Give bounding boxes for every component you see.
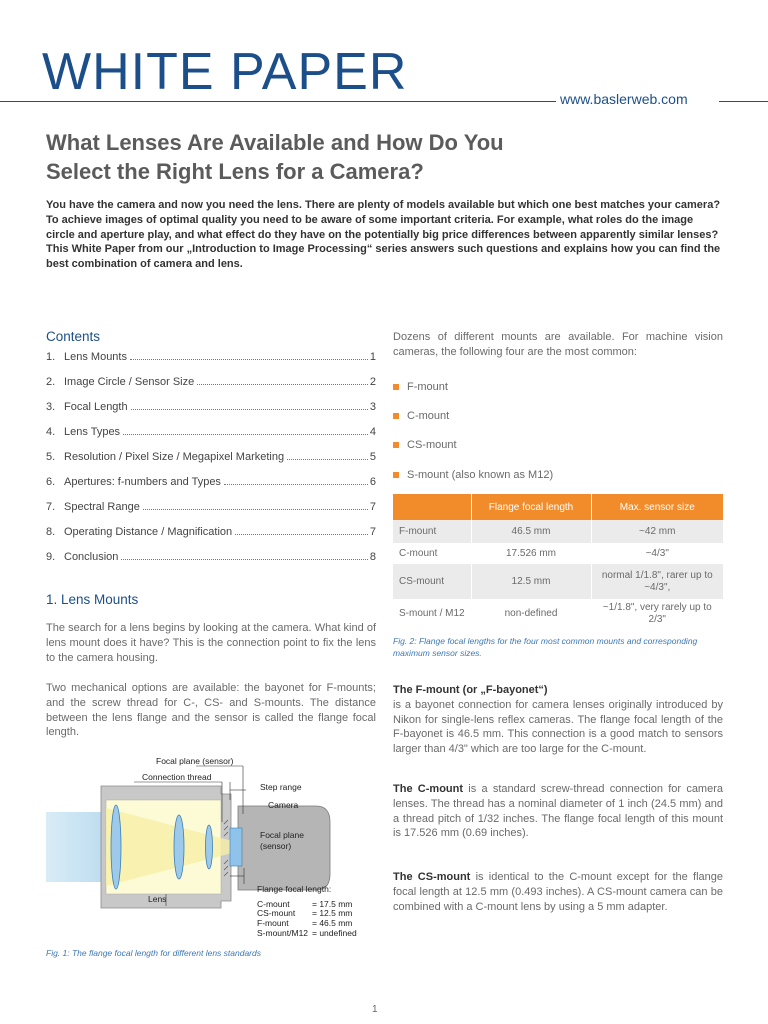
toc-label: Spectral Range (64, 501, 140, 513)
light-beam (46, 812, 106, 882)
toc-label: Apertures: f-numbers and Types (64, 476, 221, 488)
page-number: 1 (372, 1004, 378, 1015)
lens-element-3 (206, 825, 213, 869)
mount-type-list (393, 372, 553, 489)
toc-number: 5. (46, 451, 56, 463)
list-item (393, 431, 553, 460)
table-cell-flange: 46.5 mm (471, 520, 591, 543)
table-header: Flange focal length (471, 494, 591, 520)
toc-number: 8. (46, 526, 56, 538)
toc-leader (121, 559, 367, 560)
bullet-square-icon (393, 472, 399, 478)
toc-page: 4 (369, 426, 376, 438)
c-mount-paragraph (393, 782, 723, 841)
section1-paragraph-2: Two mechanical options are available: the bayonet for F-mounts; and the screw thread for C-, CS- and S-mounts. The distance between the lens flange and the sensor is called the flange focal length. (46, 682, 376, 739)
toc-item[interactable] (46, 376, 376, 401)
f-mount-text: is a bayonet connection for camera lenses originally introduced by Nikon for single-lens reflex cameras. The flange focal length of the F-bayonet is 46.5 mm. This connection is a good match to sensors larger than 4/3" which are too large for the C-mount. (393, 698, 723, 756)
toc-number: 1. (46, 351, 56, 363)
toc-item[interactable] (46, 401, 376, 426)
label-step-range: Step range (260, 782, 302, 792)
lens-element-2 (174, 815, 184, 879)
table-cell-mount: S-mount / M12 (393, 599, 471, 629)
intro-paragraph-1: You have the camera and now you need the lens. There are plenty of models available but which one best matches your camera? To achieve images of optimal quality you need to be aware of some important criteria. For example, what roles do the image circle and aperture play, and what effect do they have on the potentially big price differences between apparently similar lenses? (46, 199, 721, 241)
table-header-row (393, 494, 723, 520)
document-title-line-2: Select the Right Lens for a Camera? (46, 159, 424, 184)
toc-leader (287, 459, 368, 460)
f-mount-paragraph (393, 683, 723, 757)
label-focal-plane-sensor: Focal plane (sensor) (156, 756, 234, 766)
bullet-square-icon (393, 384, 399, 390)
toc-page: 7 (369, 501, 376, 513)
toc-item[interactable] (46, 551, 376, 576)
figure-1-caption: Fig. 1: The flange focal length for different lens standards (46, 948, 261, 958)
toc-number: 7. (46, 501, 56, 513)
c-mount-text: is a standard screw-thread connection for camera lenses. The thread has a nominal diameter of 1 inch (24.5 mm) and a thread pitch of 1/32 inches. The flange focal length of this mount is 17.526 mm (0.69 inches). (393, 783, 723, 840)
mounts-intro-text: Dozens of different mounts are available. For machine vision cameras, the following four are the most common: (393, 331, 723, 358)
table-cell-mount: F-mount (393, 520, 471, 543)
toc-item[interactable] (46, 501, 376, 526)
intro-paragraph-2: This White Paper from our „Introduction to Image Processing“ series answers such questions and explains how you can find the best combination of camera and lens. (46, 243, 721, 271)
toc-leader (130, 359, 368, 360)
intro-text (46, 198, 722, 272)
lens-element-1 (111, 805, 121, 889)
label-mount-value: = 17.5 mm (312, 899, 353, 909)
toc-leader (131, 409, 368, 410)
sensor-glass (230, 828, 242, 866)
label-mount-value: = 12.5 mm (312, 908, 353, 918)
toc-page: 7 (369, 526, 376, 538)
table-cell-sensor: ~4/3" (591, 543, 723, 564)
c-mount-heading: The C-mount (393, 783, 464, 795)
mount-name: CS-mount (407, 439, 457, 452)
toc-number: 4. (46, 426, 56, 438)
document-header-title: WHITE PAPER (42, 43, 408, 101)
section-heading-lens-mounts: 1. Lens Mounts (46, 592, 139, 607)
label-lens: Lens (148, 894, 167, 904)
toc-leader (197, 384, 368, 385)
f-mount-heading: The F-mount (or „F-bayonet“) (393, 684, 548, 696)
label-camera: Camera (268, 800, 299, 810)
label-focal-plane-inner-1: Focal plane (260, 830, 304, 840)
contents-heading: Contents (46, 329, 101, 344)
table-cell-mount: CS-mount (393, 564, 471, 599)
toc-item[interactable] (46, 476, 376, 501)
list-item (393, 372, 553, 401)
header-rule (0, 101, 556, 102)
cs-mount-heading: The CS-mount (393, 871, 471, 883)
table-cell-flange: 17.526 mm (471, 543, 591, 564)
cs-mount-paragraph (393, 870, 723, 914)
table-row (393, 564, 723, 599)
table-header: Max. sensor size (591, 494, 723, 520)
cs-mount-text: is identical to the C-mount except for the flange focal length at 12.5 mm (0.493 inches). A CS-mount camera can be combined with a C-mount lens by using a 5 mm adapter. (393, 871, 723, 913)
flange-focal-length-diagram (46, 756, 376, 946)
table-cell-sensor: ~42 mm (591, 520, 723, 543)
table-row (393, 543, 723, 564)
label-mount-value: = 46.5 mm (312, 918, 353, 928)
bullet-square-icon (393, 442, 399, 448)
label-focal-plane-inner-2: (sensor) (260, 841, 292, 851)
toc-item[interactable] (46, 526, 376, 551)
table-of-contents (46, 351, 376, 576)
table-cell-sensor: normal 1/1.8", rarer up to ~4/3", (591, 564, 723, 599)
mount-name: F-mount (407, 380, 448, 393)
toc-page: 5 (369, 451, 376, 463)
toc-label: Lens Mounts (64, 351, 127, 363)
toc-item[interactable] (46, 451, 376, 476)
label-connection-thread: Connection thread (142, 772, 212, 782)
header-rule-right (719, 101, 768, 102)
toc-leader (123, 434, 368, 435)
toc-page: 8 (369, 551, 376, 563)
table-header (393, 494, 471, 520)
label-mount-name: CS-mount (257, 908, 296, 918)
toc-number: 6. (46, 476, 56, 488)
flange-focal-length-table (393, 494, 723, 629)
table-cell-mount: C-mount (393, 543, 471, 564)
toc-label: Focal Length (64, 401, 128, 413)
website-url[interactable]: www.baslerweb.com (560, 91, 688, 107)
document-title (46, 128, 736, 186)
toc-item[interactable] (46, 351, 376, 376)
toc-leader (224, 484, 368, 485)
toc-label: Image Circle / Sensor Size (64, 376, 195, 388)
toc-label: Conclusion (64, 551, 119, 563)
label-flange-heading: Flange focal length: (257, 884, 332, 894)
toc-item[interactable] (46, 426, 376, 451)
table-cell-flange: 12.5 mm (471, 564, 591, 599)
toc-number: 2. (46, 376, 56, 388)
table-row (393, 599, 723, 629)
toc-page: 1 (369, 351, 376, 363)
figure-2-caption: Fig. 2: Flange focal lengths for the four most common mounts and corresponding maximum sensor sizes. (393, 636, 698, 658)
mount-name: S-mount (also known as M12) (407, 468, 554, 481)
toc-page: 6 (369, 476, 376, 488)
label-mount-value: = undefined (312, 928, 357, 938)
toc-page: 3 (369, 401, 376, 413)
list-item (393, 401, 553, 430)
table-cell-sensor: ~1/1.8", very rarely up to 2/3" (591, 599, 723, 629)
label-mount-name: F-mount (257, 918, 289, 928)
table-cell-flange: non-defined (471, 599, 591, 629)
toc-label: Lens Types (64, 426, 121, 438)
toc-number: 9. (46, 551, 56, 563)
list-item (393, 460, 553, 489)
label-mount-name: C-mount (257, 899, 290, 909)
bullet-square-icon (393, 413, 399, 419)
mount-name: C-mount (407, 409, 450, 422)
toc-label: Resolution / Pixel Size / Megapixel Marketing (64, 451, 285, 463)
label-mount-name: S-mount/M12 (257, 928, 309, 938)
document-title-line-1: What Lenses Are Available and How Do You (46, 130, 504, 155)
toc-leader (235, 534, 368, 535)
table-row (393, 520, 723, 543)
toc-label: Operating Distance / Magnification (64, 526, 233, 538)
section1-paragraph-1: The search for a lens begins by looking at the camera. What kind of lens mount does it have? This is the connection point to fix the lens to the camera housing. (46, 622, 376, 664)
toc-page: 2 (369, 376, 376, 388)
toc-leader (143, 509, 368, 510)
toc-number: 3. (46, 401, 56, 413)
